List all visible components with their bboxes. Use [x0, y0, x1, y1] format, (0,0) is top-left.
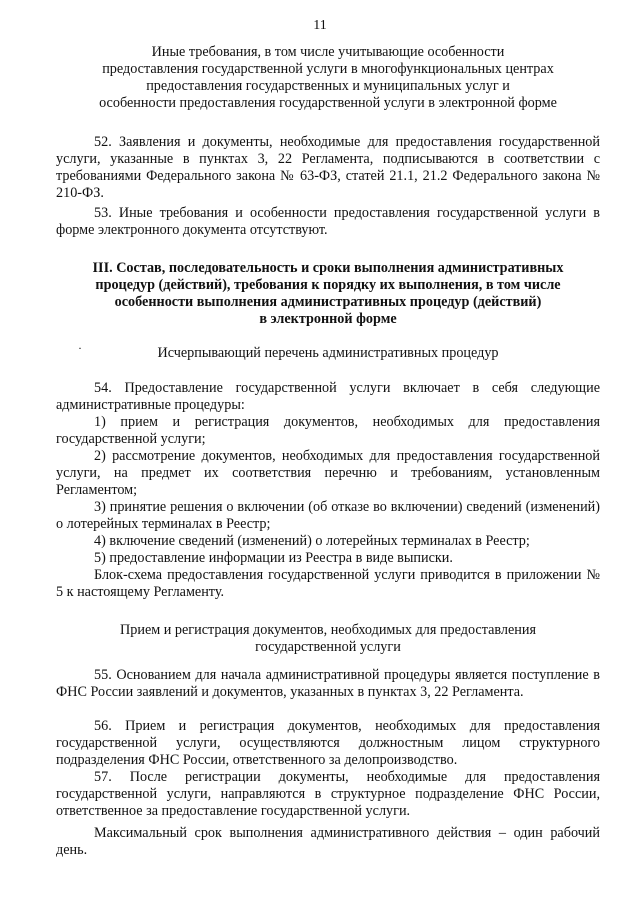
list-item: 5) предоставление информации из Реестра в виде выписки. — [94, 550, 453, 566]
paragraph-57: 57. После регистрации документы, необходимые для предоставления государственной услуги, направляются в структурное подразделение ФНС России, ответственное за предоставление государственной услуги. — [56, 769, 600, 819]
subheading-procedures-list: Исчерпывающий перечень административных процедур — [157, 345, 499, 361]
list-item: 4) включение сведений (изменений) о лотерейных терминалах в Реестр; — [94, 533, 530, 549]
paragraph-55: 55. Основанием для начала административной процедуры является поступление в ФНС России заявлений и документов, указанных в пунктах 3, 22 Регламента. — [56, 667, 600, 700]
paragraph-52: 52. Заявления и документы, необходимые для предоставления государственной услуги, указанные в пунктах 3, 22 Регламента, подписываются в соответствии с требованиями Федерального закона № 63-ФЗ, статей 21.1, 21.2 Федерального закона № 210-ФЗ. — [56, 134, 600, 201]
subheading-reception: Прием и регистрация документов, необходимых для предоставления государственной услуги — [120, 622, 536, 655]
paragraph-max-term: Максимальный срок выполнения административного действия – один рабочий день. — [56, 825, 600, 858]
paragraph-53: 53. Иные требования и особенности предоставления государственной услуги в форме электронного документа отсутствуют. — [56, 205, 600, 238]
paragraph-54: 54. Предоставление государственной услуги включает в себя следующие административные процедуры: — [56, 380, 600, 413]
paragraph-block-scheme: Блок-схема предоставления государственной услуги приводится в приложении № 5 к настоящему Регламенту. — [56, 567, 600, 600]
heading-other-requirements: Иные требования, в том числе учитывающие особенности предоставления государственной услуги в многофункциональных центрах предоставления государственных и муниципальных услуг и особенности предоставления государственной услуги в электронной форме — [99, 44, 557, 111]
list-item: 1) прием и регистрация документов, необходимых для предоставления государственной услуги; — [56, 414, 600, 447]
section-3-heading: III. Состав, последовательность и сроки выполнения административных процедур (действий), требования к порядку их выполнения, в том числе особенности выполнения административных процедур (действий) в электронной форме — [92, 260, 564, 327]
list-item: 3) принятие решения о включении (об отказе во включении) сведений (изменений) о лотерейных терминалах в Реестр; — [56, 499, 600, 532]
page-number: 11 — [313, 18, 327, 33]
list-item: 2) рассмотрение документов, необходимых для предоставления государственной услуги, на предмет их соответствия перечню и требованиям, установленным Регламентом; — [56, 448, 600, 498]
stray-dot: · — [78, 341, 82, 355]
paragraph-56: 56. Прием и регистрация документов, необходимых для предоставления государственной услуги, осуществляются должностным лицом структурного подразделения ФНС России, ответственного за делопроизводство. — [56, 718, 600, 768]
